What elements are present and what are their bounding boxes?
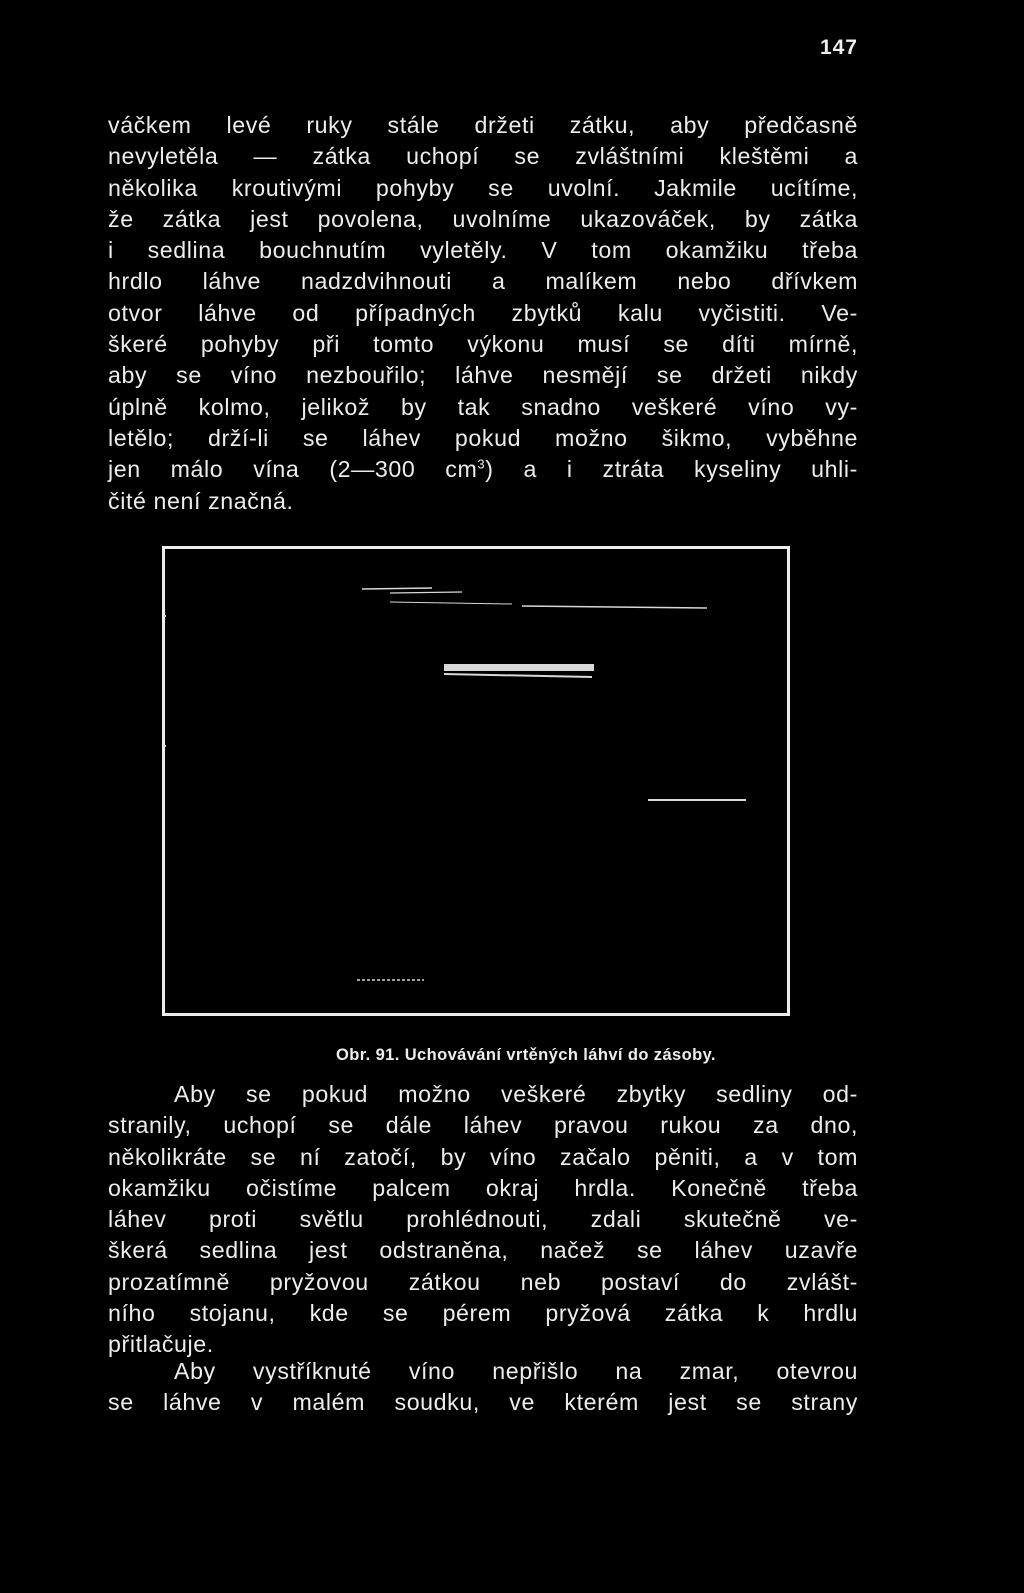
- figure-bottle-storage: [162, 546, 790, 1016]
- text-line: že zátka jest povolena, uvolníme ukazováček, by zátka: [108, 205, 858, 232]
- text-line: Aby se pokud možno veškeré zbytky sedliny od-: [174, 1081, 858, 1107]
- text-line: prozatímně pryžovou zátkou neb postaví do zvlášt-: [108, 1268, 858, 1295]
- page-number: 147: [819, 36, 858, 59]
- text-line: letělo; drží-li se láhev pokud možno šikmo, vyběhne: [108, 424, 858, 451]
- text-line: i sedlina bouchnutím vyletěly. V tom okamžiku třeba: [108, 237, 858, 264]
- text-line: se láhve v malém soudku, ve kterém jest se strany: [108, 1389, 858, 1416]
- text-line: Aby vystříknuté víno nepřišlo na zmar, otevrou: [174, 1358, 858, 1384]
- text-line: váčkem levé ruky stále držeti zátku, aby předčasně: [108, 112, 858, 138]
- paragraph-2: [108, 1079, 858, 1361]
- figure-caption: Obr. 91. Uchovávání vrtěných láhví do zásoby.: [336, 1046, 716, 1064]
- text-line-last: přitlačuje.: [108, 1331, 214, 1358]
- text-line: stranily, uchopí se dále láhev pravou rukou za dno,: [108, 1112, 858, 1139]
- paragraph-3: [108, 1356, 858, 1419]
- text-line: aby se víno nezbouřilo; láhve nesmějí se držeti nikdy: [108, 362, 858, 389]
- figure-mark: [522, 606, 707, 608]
- figure-frame: [164, 548, 789, 1015]
- figure-mark: [390, 592, 462, 593]
- figure-mark: [390, 602, 512, 604]
- text-line: úplně kolmo, jelikož by tak snadno veškeré víno vy-: [108, 393, 858, 420]
- text-line: několikráte se ní zatočí, by víno začalo pěniti, a v tom: [108, 1143, 858, 1170]
- text-line: okamžiku očistíme palcem okraj hrdla. Konečně třeba: [108, 1174, 858, 1201]
- text-line: několika kroutivými pohyby se uvolní. Jakmile ucítíme,: [108, 174, 858, 201]
- text-line: škerá sedlina jest odstraněna, načež se láhev uzavře: [108, 1237, 858, 1264]
- text-line: otvor láhve od případných zbytků kalu vyčistiti. Ve-: [108, 299, 858, 326]
- text-line: nevyletěla — zátka uchopí se zvláštními kleštěmi a: [108, 143, 858, 170]
- figure-mark: [362, 588, 432, 589]
- volume-superscript: 3: [477, 456, 486, 472]
- figure-mark: [444, 674, 592, 677]
- figure-mark: [444, 664, 594, 671]
- text-line: ního stojanu, kde se pérem pryžová zátka k hrdlu: [108, 1300, 858, 1327]
- text-line-volume: [108, 454, 858, 485]
- figure-illustration: [162, 546, 790, 1016]
- text-line: hrdlo láhve nadzdvihnouti a malíkem nebo dřívkem: [108, 268, 858, 295]
- volume-text-before: jen málo vína (2—300 cm: [108, 456, 478, 483]
- text-line-last: čité není značná.: [108, 487, 294, 514]
- text-line: škeré pohyby při tomto výkonu musí se díti mírně,: [108, 331, 858, 358]
- paragraph-1: [108, 110, 858, 517]
- text-line: láhev proti světlu prohlédnouti, zdali skutečně ve-: [108, 1206, 858, 1233]
- volume-text-after: ) a i ztráta kyseliny uhli-: [485, 456, 858, 483]
